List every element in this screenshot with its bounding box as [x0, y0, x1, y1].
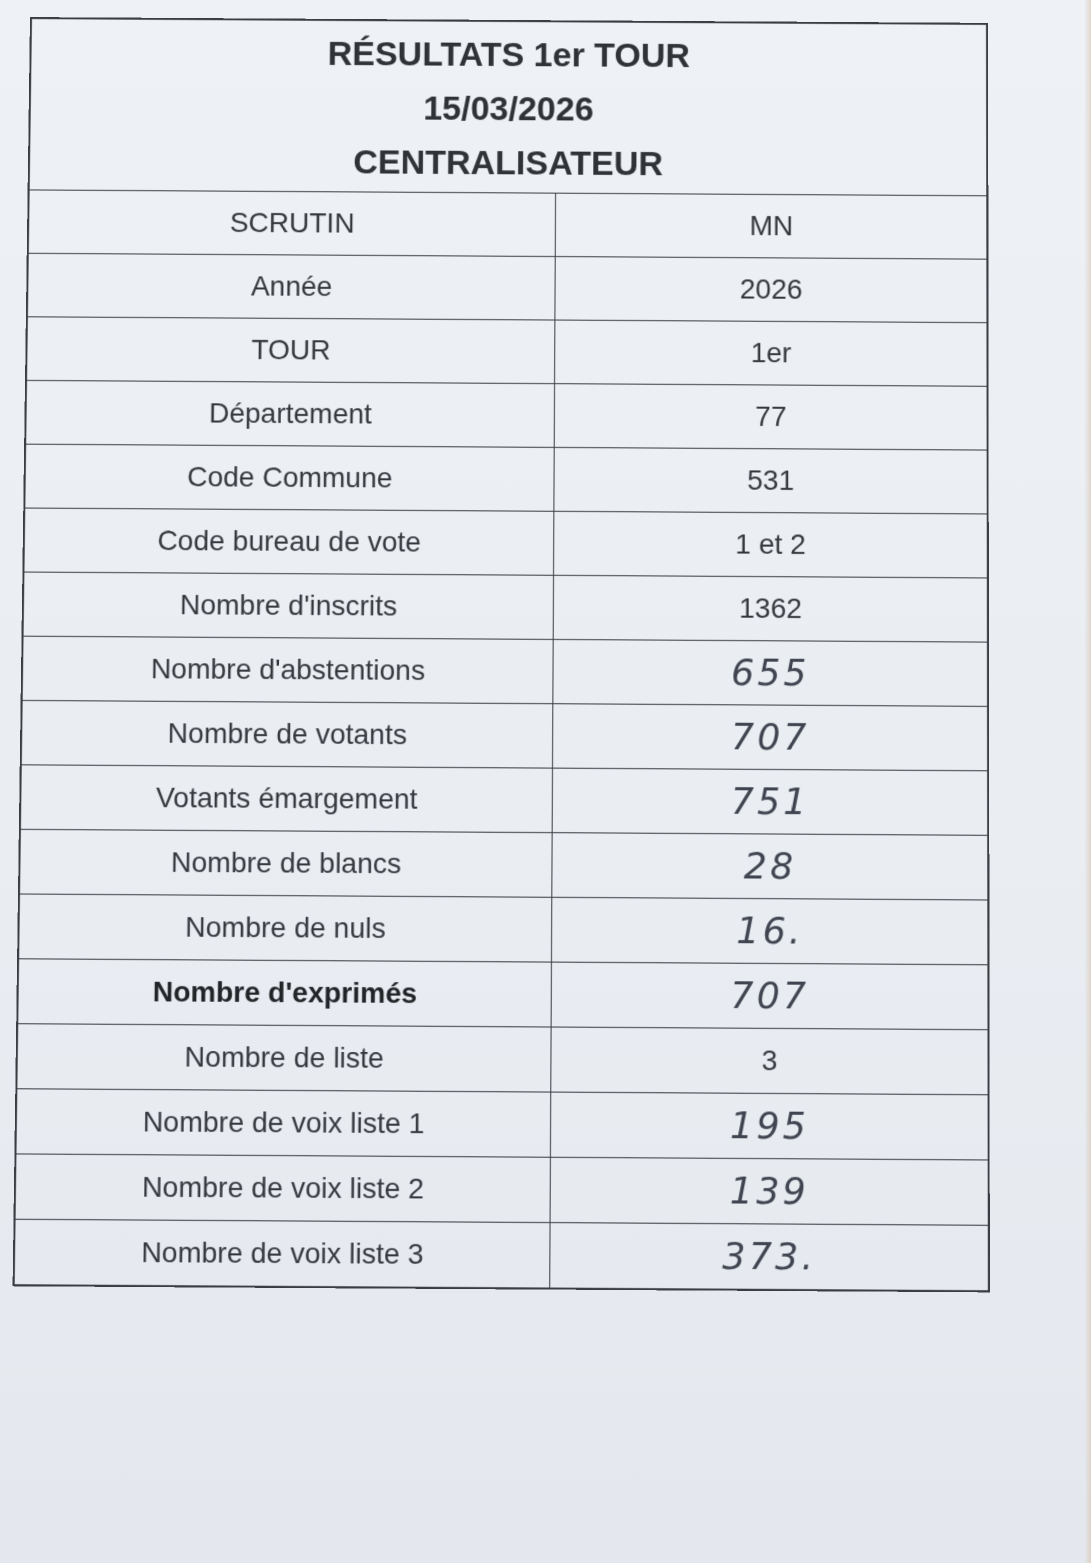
row-label: Nombre de voix liste 2	[15, 1154, 551, 1223]
handwritten-value: 16.	[552, 897, 989, 964]
table-row-code-bureau	[23, 508, 987, 578]
row-label: Nombre de voix liste 1	[15, 1089, 551, 1158]
table-row-voix-liste-3	[14, 1219, 989, 1291]
row-label: Votants émargement	[20, 765, 553, 833]
table-row-voix-liste-2	[15, 1154, 989, 1225]
table-row-votants	[21, 700, 988, 770]
table-row-annee	[27, 253, 988, 322]
table-row-departement	[25, 380, 987, 450]
table-row-exprimes	[17, 959, 988, 1030]
row-label: Département	[25, 380, 555, 447]
header-cell	[29, 18, 988, 196]
paper-edge	[1085, 0, 1091, 1563]
table-row-blancs	[19, 829, 988, 900]
table-row-nuls	[18, 894, 988, 965]
handwritten-value: 707	[551, 962, 988, 1030]
handwritten-value: 195	[551, 1092, 989, 1160]
row-label: Nombre de voix liste 3	[14, 1219, 551, 1288]
row-label: Année	[27, 253, 556, 320]
table-row-scrutin	[28, 190, 988, 259]
table-row-emargement	[20, 765, 988, 836]
table-row-voix-liste-1	[15, 1089, 988, 1160]
handwritten-value: 28	[552, 833, 988, 900]
handwritten-value: 655	[553, 639, 988, 706]
results-table	[13, 17, 990, 1292]
table-row-inscrits	[23, 572, 988, 642]
row-label: Nombre de votants	[21, 700, 553, 768]
election-date: 15/03/2026	[423, 89, 594, 129]
row-value: 531	[554, 447, 988, 514]
header-row	[29, 18, 988, 196]
row-label: Nombre de nuls	[18, 894, 552, 962]
row-label: Nombre d'abstentions	[22, 636, 554, 704]
row-label: TOUR	[26, 317, 555, 384]
row-value: 2026	[555, 257, 987, 323]
row-value: 3	[551, 1027, 989, 1095]
centralisateur-heading: CENTRALISATEUR	[353, 143, 664, 184]
row-value: 1362	[553, 575, 987, 642]
results-title: RÉSULTATS 1er TOUR	[327, 34, 690, 76]
table-row-tour	[26, 317, 987, 387]
handwritten-value: 751	[552, 768, 988, 835]
table-row-abstentions	[22, 636, 988, 706]
row-value: MN	[556, 193, 988, 259]
row-label: Nombre de blancs	[19, 829, 552, 897]
row-value: 77	[555, 384, 988, 450]
results-sheet	[13, 17, 990, 1292]
row-label: SCRUTIN	[28, 190, 556, 257]
handwritten-value: 707	[553, 704, 988, 771]
handwritten-value: 373.	[550, 1223, 989, 1292]
row-value: 1er	[555, 320, 988, 386]
table-row-nombre-liste	[16, 1024, 988, 1095]
row-label: Nombre de liste	[16, 1024, 551, 1092]
row-value: 1 et 2	[554, 511, 988, 578]
row-label: Nombre d'inscrits	[23, 572, 554, 639]
row-label: Nombre d'exprimés	[17, 959, 552, 1027]
row-label: Code bureau de vote	[23, 508, 554, 575]
table-row-code-commune	[24, 444, 987, 514]
handwritten-value: 139	[550, 1157, 988, 1225]
row-label: Code Commune	[24, 444, 554, 511]
